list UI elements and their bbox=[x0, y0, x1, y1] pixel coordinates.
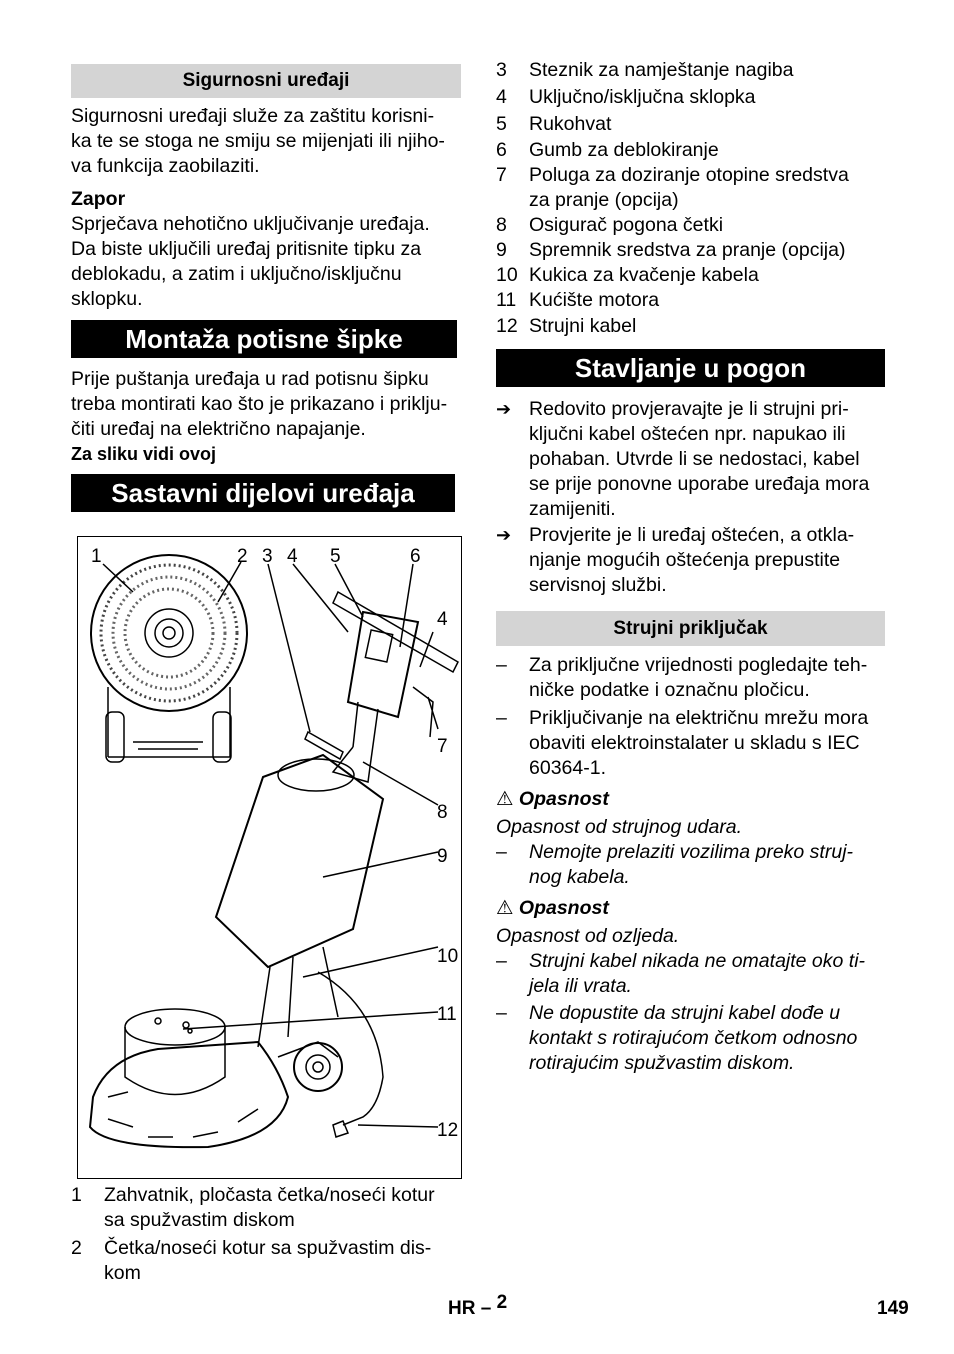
danger-block-1: ⚠ Opasnost Opasnost od strujnog udara. – Nemojte prelaziti vozilima preko struj- nog kabela. bbox=[496, 787, 886, 890]
floor-machine-illustration bbox=[78, 537, 463, 1180]
lock-title: Zapor bbox=[71, 188, 126, 210]
right-column bbox=[496, 58, 886, 1076]
mount-text: Prije puštanja uređaja u rad potisnu šipku treba montirati kao što je prikazano i priklju- čiti uređaj na električno napajanje. bbox=[71, 368, 448, 440]
parts-list-left bbox=[71, 1183, 461, 1286]
parts-list-right bbox=[496, 58, 886, 339]
warning-triangle-icon: ⚠ bbox=[496, 897, 514, 919]
callout-11: 11 bbox=[437, 1004, 457, 1025]
list-item: 9 Spremnik sredstva za pranje (opcija) bbox=[496, 239, 846, 261]
startup-heading: Stavljanje u pogon bbox=[496, 349, 885, 387]
callout-9: 9 bbox=[437, 846, 448, 867]
safety-text: Sigurnosni uređaji služe za zaštitu korisni- ka te se stoga ne smiju se mijenjati ili njiho- va funkcija zaobilaziti. bbox=[71, 105, 445, 177]
callout-12: 12 bbox=[437, 1120, 459, 1141]
list-item: – Nemojte prelaziti vozilima preko struj- nog kabela. bbox=[496, 841, 854, 888]
list-item: 4 Uključno/isključna sklopka bbox=[496, 86, 756, 108]
arrow-icon: ➔ bbox=[496, 399, 512, 419]
warning-triangle-icon: ⚠ bbox=[496, 788, 514, 810]
danger-block-2: ⚠ Opasnost Opasnost od ozljeda. – Strujni kabel nikada ne omatajte oko ti- jela ili vrata. – Ne dopustite da strujni kabel dođe u kontakt s rotirajućom četkom odnosno rotirajućim spužvastim diskom. bbox=[496, 896, 886, 1076]
list-item: – Strujni kabel nikada ne omatajte oko ti- jela ili vrata. bbox=[496, 950, 866, 997]
machine-figure bbox=[77, 536, 462, 1179]
callout-7: 7 bbox=[437, 736, 448, 757]
callout-6: 6 bbox=[410, 546, 421, 567]
callout-2: 2 bbox=[237, 546, 248, 567]
list-item: – Ne dopustite da strujni kabel dođe u kontakt s rotirajućom četkom odnosno rotirajućim spužvastim diskom. bbox=[496, 1002, 858, 1074]
callout-4: 4 bbox=[287, 546, 298, 567]
callout-5: 5 bbox=[330, 546, 341, 567]
mount-heading: Montaža potisne šipke bbox=[71, 320, 457, 358]
power-heading: Strujni priključak bbox=[496, 611, 885, 646]
list-item: 12 Strujni kabel bbox=[496, 315, 637, 337]
list-item: 11 Kućište motora bbox=[496, 289, 660, 311]
list-item: ➔ Redovito provjeravajte je li strujni pri- ključni kabel oštećen npr. napukao ili pohaban. Utvrde li se nedostaci, kabel se prije ponovne uporabe uređaja mora zamijeniti. bbox=[496, 398, 870, 520]
callout-3: 3 bbox=[262, 546, 273, 567]
list-item: – Priključivanje na električnu mrežu mora obaviti elektroinstalater u skladu s IEC 60364-1. bbox=[496, 707, 869, 779]
footer-section: HR – 2 bbox=[448, 1292, 508, 1319]
list-item: 10 Kukica za kvačenje kabela bbox=[496, 264, 759, 286]
safety-heading: Sigurnosni uređaji bbox=[71, 64, 461, 98]
list-item: 2 Četka/noseći kotur sa spužvastim dis- kom bbox=[71, 1237, 432, 1284]
callout-1: 1 bbox=[91, 546, 102, 567]
list-item: 6 Gumb za deblokiranje bbox=[496, 139, 719, 161]
left-column bbox=[71, 64, 461, 512]
list-item: 3 Steznik za namještanje nagiba bbox=[496, 59, 794, 81]
list-item: 5 Rukohvat bbox=[496, 113, 612, 135]
power-list bbox=[496, 653, 886, 781]
callout-10: 10 bbox=[437, 946, 459, 967]
see-figure-note: Za sliku vidi ovoj bbox=[71, 444, 217, 464]
lock-text: Sprječava nehotično uključivanje uređaja. Da biste uključili uređaj pritisnite tipku za deblokadu, a zatim i uključno/isključnu sklopku. bbox=[71, 213, 430, 310]
list-item: ➔ Provjerite je li uređaj oštećen, a otkla- njanje mogućih oštećenja prepustite servisnoj službi. bbox=[496, 524, 855, 596]
callout-8: 8 bbox=[437, 802, 448, 823]
page-number: 149 bbox=[877, 1298, 909, 1319]
parts-heading: Sastavni dijelovi uređaja bbox=[71, 474, 455, 512]
callout-4b: 4 bbox=[437, 609, 448, 630]
list-item: 7 Poluga za doziranje otopine sredstva za pranje (opcija) bbox=[496, 164, 849, 211]
list-item: 1 Zahvatnik, pločasta četka/noseći kotur sa spužvastim diskom bbox=[71, 1184, 435, 1231]
startup-list bbox=[496, 397, 886, 598]
list-item: – Za priključne vrijednosti pogledajte teh- ničke podatke i označnu pločicu. bbox=[496, 654, 868, 701]
arrow-icon: ➔ bbox=[496, 525, 512, 545]
list-item: 8 Osigurač pogona četki bbox=[496, 214, 724, 236]
